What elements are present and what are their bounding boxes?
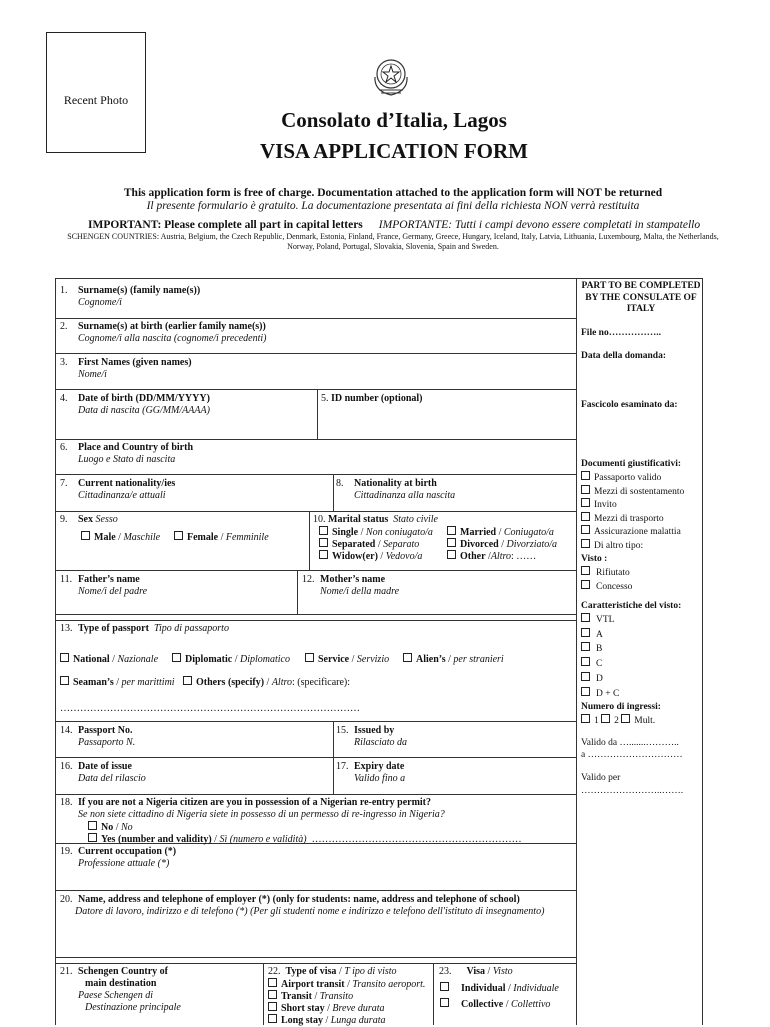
doc-item[interactable]: Mezzi di trasporto: [581, 512, 701, 526]
sidebar-caratteristiche: Caratteristiche del visto:: [581, 601, 682, 611]
schengen-countries: SCHENGEN COUNTRIES: Austria, Belgium, the Czech Republic, Denmark, Estonia, Finland, France, Germany, Greece, Hungary, Iceland, Italy, Latvia, Lithuania, Luxembourg, Malta, the Netherlands, Norway, Poland, Portugal, Slovakia, Slovenia, Spain and Sweden.: [67, 232, 719, 251]
col-divider: [297, 570, 298, 614]
important-note-en: IMPORTANT: Please complete all part in capital letters: [88, 219, 363, 231]
checkbox[interactable]: [268, 1002, 277, 1011]
photo-box: [46, 32, 146, 153]
row-divider: [55, 614, 577, 615]
visa-short-stay-option[interactable]: Short stay / Breve durata: [268, 1002, 385, 1015]
free-of-charge-note-it: Il presente formulario è gratuito. La documentazione presentata ai fini della richiesta NON verrà restituita: [146, 200, 640, 212]
checkbox[interactable]: [447, 550, 456, 559]
field-reentry-permit: 18. If you are not a Nigeria citizen are you in possession of a Nigerian re-entry permit? Se non siete cittadino di Nigeria siete in possesso di un permesso di re-ingresso in Nigeria?: [60, 797, 445, 820]
sidebar-valido-per: Valido per: [581, 773, 621, 783]
field-surname[interactable]: 1. Surname(s) (family name(s)) Cognome/i: [60, 285, 201, 308]
row-divider: [55, 570, 577, 571]
col-divider: [263, 963, 264, 1025]
checkbox[interactable]: [268, 1014, 277, 1023]
passport-alien-option[interactable]: Alien’s / per stranieri: [403, 653, 504, 666]
checkbox[interactable]: [81, 531, 90, 540]
checkbox[interactable]: [88, 821, 97, 830]
visa-collective-option[interactable]: Collective / Collettivo: [440, 998, 550, 1011]
field-surname-at-birth[interactable]: 2. Surname(s) at birth (earlier family name(s)) Cognome/i alla nascita (cognome/i precedenti): [60, 321, 267, 344]
visa-type-item[interactable]: VTL: [581, 613, 701, 628]
marital-widow-option[interactable]: Widow(er) / Vedovo/a: [319, 550, 422, 563]
checkbox[interactable]: [319, 550, 328, 559]
checkbox[interactable]: [403, 653, 412, 662]
col-divider: [333, 721, 334, 794]
checkbox[interactable]: [447, 526, 456, 535]
row-divider: [55, 620, 577, 621]
checkbox[interactable]: [60, 676, 69, 685]
sidebar-file-no[interactable]: File no……………..: [581, 328, 661, 338]
checkbox[interactable]: [174, 531, 183, 540]
free-of-charge-note: This application form is free of charge. Documentation attached to the application form will NOT be returned: [123, 187, 663, 199]
visa-transit-option[interactable]: Transit / Transito: [268, 990, 353, 1003]
col-divider: [333, 474, 334, 511]
visa-type-item[interactable]: A: [581, 628, 701, 643]
checkbox[interactable]: [268, 990, 277, 999]
field-expiry-date[interactable]: 17. Expiry date Valido fino a: [336, 761, 406, 784]
visa-type-item[interactable]: C: [581, 657, 701, 672]
visa-type-item[interactable]: D: [581, 672, 701, 687]
sidebar-visto-list: [581, 566, 701, 593]
passport-others-option[interactable]: Others (specify) / Altro: (specificare):: [183, 676, 350, 689]
field-visa-type: 22. Type of visa / T ipo di visto: [268, 966, 397, 977]
field-mothers-name[interactable]: 12. Mother’s name Nome/i della madre: [302, 574, 400, 597]
field-passport-type: 13. Type of passport Tipo di passaporto: [60, 623, 229, 634]
doc-item[interactable]: Di altro tipo:: [581, 539, 701, 553]
checkbox[interactable]: [172, 653, 181, 662]
checkbox[interactable]: [319, 526, 328, 535]
field-current-occupation[interactable]: 19. Current occupation (*) Professione attuale (*): [60, 846, 177, 869]
ingressi-2[interactable]: 2: [601, 716, 619, 726]
sidebar-ingressi: Numero di ingressi:: [581, 702, 661, 712]
italian-emblem-icon: [370, 55, 412, 99]
field-place-of-birth[interactable]: 6. Place and Country of birth Luogo e Stato di nascita: [60, 442, 193, 465]
doc-item[interactable]: Invito: [581, 498, 701, 512]
checkbox[interactable]: [440, 998, 449, 1007]
important-note-it: IMPORTANTE: Tutti i campi devono essere completati in stampatello: [378, 219, 701, 231]
field-sex: 9. Sex Sesso: [60, 514, 118, 525]
field-date-of-issue[interactable]: 16. Date of issue Data del rilascio: [60, 761, 146, 784]
row-divider: [55, 318, 577, 319]
field-visa: 23. Visa / Visto: [439, 966, 513, 977]
sidebar-heading: PART TO BE COMPLETED BY THE CONSULATE OF ITALY: [581, 281, 701, 314]
checkbox[interactable]: [183, 676, 192, 685]
marital-other-option[interactable]: Other /Altro: ……: [447, 550, 536, 563]
col-divider: [309, 511, 310, 570]
field-fathers-name[interactable]: 11. Father’s name Nome/i del padre: [60, 574, 148, 597]
visa-long-stay-option[interactable]: Long stay / Lunga durata: [268, 1014, 385, 1027]
visto-item[interactable]: Concesso: [581, 580, 701, 594]
checkbox[interactable]: [319, 538, 328, 547]
field-id-number[interactable]: 5. ID number (optional): [321, 393, 423, 404]
sidebar-valido-a[interactable]: a …………………………: [581, 750, 683, 760]
sidebar-valido-per-dots[interactable]: ……………………..…….: [581, 786, 684, 796]
checkbox[interactable]: [60, 653, 69, 662]
form-title: VISA APPLICATION FORM: [260, 139, 528, 163]
row-divider: [55, 757, 577, 758]
row-divider: [55, 439, 577, 440]
passport-others-dots[interactable]: ………………………………………………………………………………: [60, 703, 360, 714]
field-date-of-birth[interactable]: 4. Date of birth (DD/MM/YYYY) Data di nascita (GG/MM/AAAA): [60, 393, 210, 416]
row-divider: [55, 794, 577, 795]
ingressi-mult[interactable]: Mult.: [621, 716, 655, 726]
sidebar-date-domanda[interactable]: Data della domanda:: [581, 351, 666, 361]
field-current-nationality[interactable]: 7. Current nationality/ies Cittadinanza/e attuali: [60, 478, 176, 501]
marital-divorced-option[interactable]: Divorced / Divorziato/a: [447, 538, 557, 551]
visto-item[interactable]: Rifiutato: [581, 566, 701, 580]
checkbox[interactable]: [447, 538, 456, 547]
col-divider: [433, 963, 434, 1025]
reentry-no-option[interactable]: No / No: [88, 821, 133, 834]
marital-married-option[interactable]: Married / Coniugato/a: [447, 526, 554, 539]
field-schengen-destination[interactable]: 21. Schengen Country of main destination Paese Schengen di Destinazione principale: [60, 966, 181, 1013]
doc-item[interactable]: Mezzi di sostentamento: [581, 485, 701, 499]
row-divider: [55, 474, 577, 475]
visa-type-item[interactable]: B: [581, 642, 701, 657]
row-divider: [55, 721, 577, 722]
reentry-yes-option[interactable]: Yes (number and validity) / Sì (numero e validità) ………………………………………………………: [88, 833, 522, 846]
row-divider: [55, 957, 577, 958]
row-divider: [55, 511, 577, 512]
visa-individual-option[interactable]: Individual / Individuale: [440, 982, 559, 995]
field-passport-no[interactable]: 14. Passport No. Passaporto N.: [60, 725, 136, 748]
sidebar-fascicolo[interactable]: Fascicolo esaminato da:: [581, 400, 678, 410]
sex-male-option[interactable]: Male / Maschile: [81, 531, 160, 544]
passport-service-option[interactable]: Service / Servizio: [305, 653, 389, 666]
sidebar-documenti: Documenti giustificativi:: [581, 459, 682, 469]
field-nationality-at-birth[interactable]: 8. Nationality at birth Cittadinanza alla nascita: [336, 478, 456, 501]
sidebar-doc-list: [581, 471, 701, 552]
visa-type-item[interactable]: D + C: [581, 687, 701, 702]
row-divider: [55, 389, 577, 390]
photo-label: Recent Photo: [63, 93, 129, 107]
ingressi-1[interactable]: 1: [581, 716, 599, 726]
doc-item[interactable]: Passaporto valido: [581, 471, 701, 485]
sidebar-visa-types: [581, 613, 701, 701]
visa-airport-transit-option[interactable]: Airport transit / Transito aeroport.: [268, 978, 425, 991]
field-employer[interactable]: 20. Name, address and telephone of employer (*) (only for students: name, address and telephone of school) Datore di lavoro, indirizzo e di telefono (*) (Per gli studenti nome e indirizzo e telefono dell'istituto di insegnamento): [60, 894, 545, 917]
row-divider: [55, 963, 577, 964]
marital-single-option[interactable]: Single / Non coniugato/a: [319, 526, 433, 539]
field-issued-by[interactable]: 15. Issued by Rilasciato da: [336, 725, 408, 748]
row-divider: [55, 353, 577, 354]
checkbox[interactable]: [88, 833, 97, 842]
doc-item[interactable]: Assicurazione malattia: [581, 525, 701, 539]
passport-seaman-option[interactable]: Seaman’s / per marittimi: [60, 676, 175, 689]
sidebar-visto: Visto :: [581, 554, 608, 564]
checkbox[interactable]: [268, 978, 277, 987]
checkbox[interactable]: [440, 982, 449, 991]
marital-separated-option[interactable]: Separated / Separato: [319, 538, 419, 551]
consulate-title: Consolato d’Italia, Lagos: [281, 108, 507, 132]
col-divider: [317, 389, 318, 439]
sidebar-valido-da[interactable]: Valido da ….......………..: [581, 738, 679, 748]
passport-national-option[interactable]: National / Nazionale: [60, 653, 158, 666]
checkbox[interactable]: [305, 653, 314, 662]
field-first-names[interactable]: 3. First Names (given names) Nome/i: [60, 357, 192, 380]
field-marital-status: 10. Marital status Stato civile: [313, 514, 438, 525]
important-note: [88, 219, 700, 231]
sex-female-option[interactable]: Female / Femminile: [174, 531, 269, 544]
passport-diplomatic-option[interactable]: Diplomatic / Diplomatico: [172, 653, 290, 666]
sidebar-ingressi-options: [581, 714, 701, 728]
row-divider: [55, 890, 577, 891]
